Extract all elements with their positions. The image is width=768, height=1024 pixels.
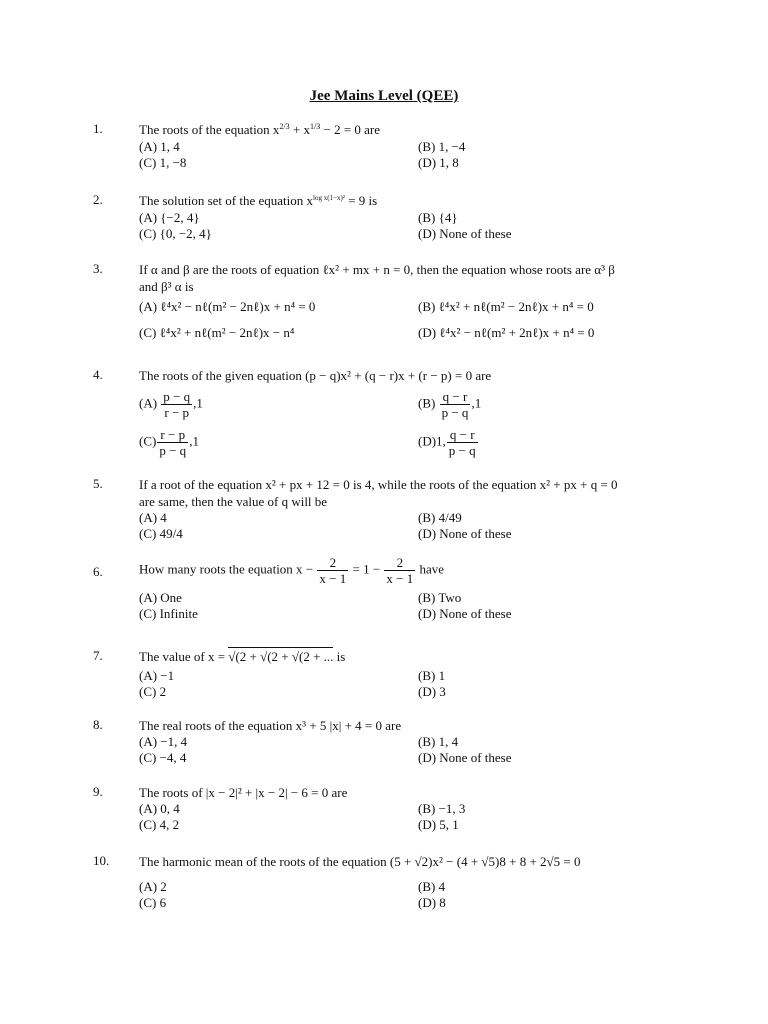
question-number: 6. — [93, 564, 103, 579]
question-number: 9. — [93, 784, 103, 799]
option-c: (C) Infinite — [139, 606, 198, 621]
option-d: (D) None of these — [418, 226, 512, 241]
option-d: (D) 3 — [418, 684, 446, 699]
fraction: $\frac{p - q}{r - p}$ — [163, 389, 191, 420]
option-b: (B) {4} — [418, 210, 458, 225]
question-number: 1. — [93, 121, 103, 136]
option-b: (B) 4/49 — [418, 510, 462, 525]
option-b: (B) $\frac{q - r}{p - q}$ ,1 — [418, 389, 482, 420]
option-c: (C) 49/4 — [139, 526, 183, 541]
question-number: 3. — [93, 261, 103, 276]
question-text: The value of x = √(2 + √(2 + √(2 + ... is — [139, 649, 346, 664]
fraction: $\frac{2}{x - 1}$ — [319, 555, 347, 586]
question-text: How many roots the equation x − $\frac{2}{x - 1}$ = 1 − $\frac{2}{x - 1}$ have — [139, 555, 445, 586]
option-b: (B) Two — [418, 590, 462, 605]
option-d: (D) None of these — [418, 526, 512, 541]
option-d: (D) ℓ⁴x² − nℓ(m² + 2nℓ)x + n⁴ = 0 — [418, 325, 595, 340]
option-d: (D) 8 — [418, 895, 446, 910]
option-b: (B) 4 — [418, 879, 446, 894]
option-a: (A) −1 — [139, 668, 175, 683]
question-number: 10. — [93, 853, 110, 868]
option-a: (A) −1, 4 — [139, 734, 188, 749]
fraction: $\frac{q - r}{p - q}$ — [441, 389, 469, 420]
fraction: $\frac{q - r}{p - q}$ — [448, 427, 476, 458]
option-d: (D) None of these — [418, 606, 512, 621]
option-c: (C) $\frac{r - p}{p - q}$ ,1 — [139, 427, 199, 458]
option-c: (C) 4, 2 — [139, 817, 180, 832]
option-c: (C) 6 — [139, 895, 167, 910]
question-text: The roots of |x − 2|² + |x − 2| − 6 = 0 are — [139, 785, 348, 800]
option-b: (B) −1, 3 — [418, 801, 466, 816]
question-number: 2. — [93, 192, 103, 207]
option-c: (C) −4, 4 — [139, 750, 187, 765]
question-text: If α and β are the roots of equation ℓx² + mx + n = 0, then the equation whose roots are α³ β and β³ α is — [139, 262, 615, 294]
option-a: (A) 0, 4 — [139, 801, 180, 816]
option-d: (D) None of these — [418, 750, 512, 765]
question-number: 8. — [93, 717, 103, 732]
fraction: $\frac{r - p}{p - q}$ — [159, 427, 187, 458]
option-b: (B) 1, −4 — [418, 139, 466, 154]
option-c: (C) 1, −8 — [139, 155, 187, 170]
option-a: (A) {−2, 4} — [139, 210, 200, 225]
option-a: (A) 1, 4 — [139, 139, 180, 154]
question-text: If a root of the equation x² + px + 12 = 0 is 4, while the roots of the equation x² + px + q = 0 are same, then the value of q will be — [139, 477, 618, 509]
option-a: (A) ℓ⁴x² − nℓ(m² − 2nℓ)x + n⁴ = 0 — [139, 299, 316, 314]
question-number: 7. — [93, 648, 103, 663]
option-a: (A) 2 — [139, 879, 167, 894]
option-d: (D) 5, 1 — [418, 817, 459, 832]
question-text: The harmonic mean of the roots of the equation (5 + √2)x² − (4 + √5)8 + 8 + 2√5 = 0 — [139, 854, 581, 869]
option-d: (D) 1, 8 — [418, 155, 459, 170]
nested-radical: √(2 + √(2 + √(2 + ... — [228, 649, 334, 664]
option-a: (A) $\frac{p - q}{r - p}$ ,1 — [139, 389, 203, 420]
option-b: (B) 1, 4 — [418, 734, 459, 749]
question-text: The roots of the given equation (p − q)x² + (q − r)x + (r − p) = 0 are — [139, 368, 492, 383]
option-c: (C) ℓ⁴x² + nℓ(m² − 2nℓ)x − n⁴ — [139, 325, 295, 340]
option-c: (C) 2 — [139, 684, 167, 699]
question-number: 5. — [93, 476, 103, 491]
option-b: (B) 1 — [418, 668, 446, 683]
question-number: 4. — [93, 367, 103, 382]
page-title: Jee Mains Level (QEE) — [309, 88, 459, 104]
option-a: (A) One — [139, 590, 182, 605]
option-d: (D)1, $\frac{q - r}{p - q}$ — [418, 427, 476, 458]
question-text: The real roots of the equation x³ + 5 |x| + 4 = 0 are — [139, 718, 402, 733]
question-text: The roots of the equation $x^{2/3} + x^{1/3} - 2 = 0$ are — [139, 122, 381, 137]
option-b: (B) ℓ⁴x² + nℓ(m² − 2nℓ)x + n⁴ = 0 — [418, 299, 594, 314]
option-c: (C) {0, −2, 4} — [139, 226, 212, 241]
option-a: (A) 4 — [139, 510, 167, 525]
fraction: $\frac{2}{x - 1}$ — [386, 555, 414, 586]
question-text: The solution set of the equation $x^{log x(1-x)^2} = 9$ is — [139, 193, 378, 208]
